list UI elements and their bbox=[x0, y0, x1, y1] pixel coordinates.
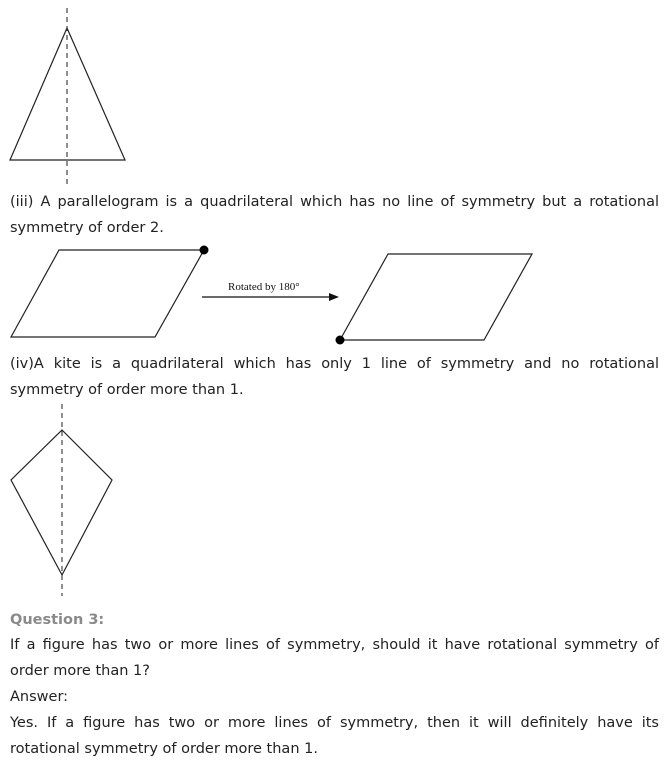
parallelogram-rotated-marker bbox=[336, 336, 345, 345]
parallelogram-original-marker bbox=[200, 246, 209, 255]
question-heading: Question 3: bbox=[10, 612, 105, 628]
question-text: If a figure has two or more lines of symmetry, should it have rotational symmetry of order more than 1? bbox=[10, 637, 659, 679]
parallelogram-rotation-figure bbox=[0, 240, 670, 350]
parallelogram-rotated bbox=[340, 254, 532, 340]
kite-paragraph: (iv)A kite is a quadrilateral which has only 1 line of symmetry and no rotational symmetry of order more than 1. bbox=[10, 356, 659, 398]
answer-text: Yes. If a figure has two or more lines of symmetry, then it will definitely have its rotational symmetry of order more than 1. bbox=[10, 715, 659, 757]
parallelogram-paragraph: (iii) A parallelogram is a quadrilateral which has no line of symmetry but a rotational symmetry of order 2. bbox=[10, 194, 659, 236]
isosceles-triangle-figure bbox=[0, 0, 670, 190]
rotation-arrow-head bbox=[329, 293, 339, 301]
rotation-label: Rotated by 180° bbox=[228, 281, 300, 293]
answer-label: Answer: bbox=[10, 689, 69, 705]
parallelogram-original bbox=[11, 250, 204, 337]
kite-figure bbox=[0, 400, 670, 600]
